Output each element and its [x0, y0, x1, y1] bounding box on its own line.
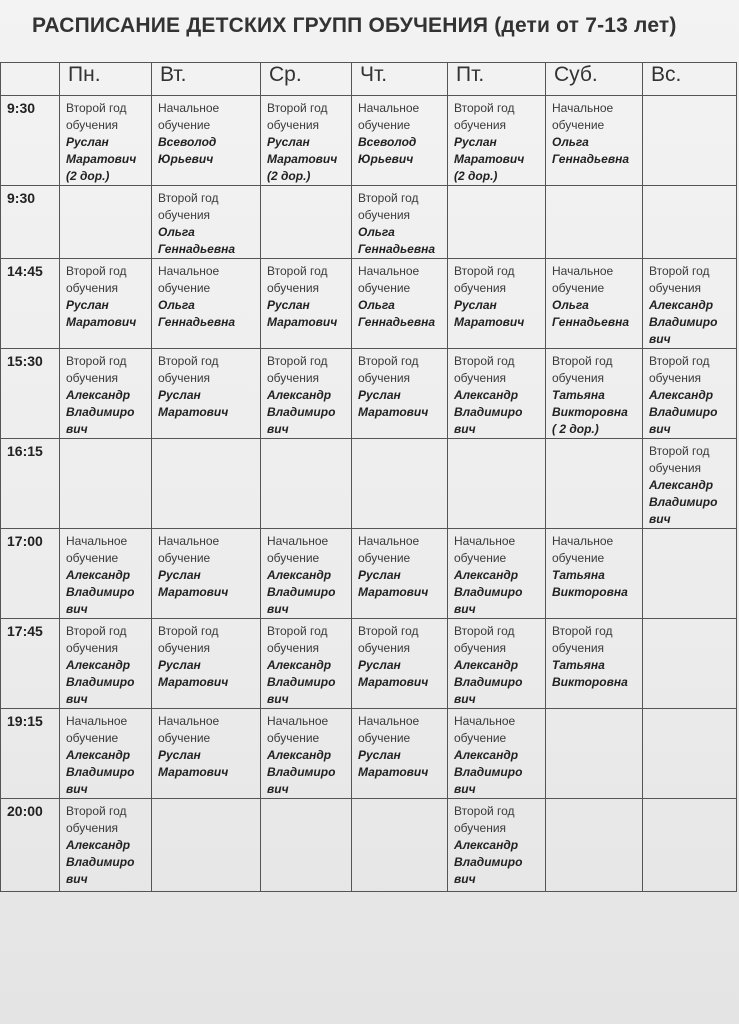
teacher-name: Владимиро [66, 855, 135, 869]
group-label: Начальное обучение [454, 714, 516, 745]
group-label: Начальное обучение [267, 534, 329, 565]
teacher-name: Ольга [552, 298, 589, 312]
teacher-name: вич [454, 782, 476, 796]
class-slot [60, 799, 152, 892]
class-slot [60, 619, 152, 709]
teacher-name: Александр [454, 658, 519, 672]
session-note: (2 дор.) [66, 169, 110, 183]
empty-slot [352, 799, 448, 892]
group-label: Второй год обучения [158, 354, 219, 385]
teacher-name: Маратович [358, 585, 429, 599]
class-slot [152, 186, 261, 259]
group-label: Начальное обучение [358, 101, 420, 132]
time-cell: 15:30 [1, 349, 60, 439]
group-label: Второй год обучения [454, 101, 515, 132]
teacher-name: Руслан [158, 658, 201, 672]
session-note: ( 2 дор.) [552, 422, 599, 436]
teacher-name: Владимиро [649, 405, 718, 419]
teacher-name: Татьяна [552, 388, 605, 402]
teacher-name: Владимиро [454, 405, 523, 419]
teacher-name: Ольга [358, 298, 395, 312]
group-label: Второй год обучения [66, 101, 127, 132]
teacher-name: Руслан [454, 298, 497, 312]
class-slot [448, 799, 546, 892]
group-label: Второй год обучения [454, 264, 515, 295]
class-slot [352, 96, 448, 186]
class-slot [261, 96, 352, 186]
class-slot [60, 709, 152, 799]
teacher-name: Владимиро [267, 405, 336, 419]
teacher-name: вич [267, 422, 289, 436]
day-header-sun: Вс. [643, 63, 737, 96]
teacher-name: Маратович [267, 315, 338, 329]
class-slot [448, 349, 546, 439]
time-cell: 16:15 [1, 439, 60, 529]
class-slot [546, 259, 643, 349]
group-label: Начальное обучение [267, 714, 329, 745]
teacher-name: Руслан [158, 568, 201, 582]
empty-slot [546, 799, 643, 892]
schedule-row [1, 349, 737, 439]
class-slot [60, 529, 152, 619]
group-label: Второй год обучения [66, 804, 127, 835]
teacher-name: Александр [267, 388, 332, 402]
group-label: Второй год обучения [267, 624, 328, 655]
teacher-name: Татьяна [552, 658, 605, 672]
teacher-name: Маратович [158, 585, 229, 599]
empty-slot [546, 439, 643, 529]
class-slot [643, 349, 737, 439]
header-row [1, 63, 737, 96]
class-slot [152, 349, 261, 439]
teacher-name: Ольга [552, 135, 589, 149]
class-slot [261, 529, 352, 619]
teacher-name: Юрьевич [158, 152, 214, 166]
empty-slot [352, 439, 448, 529]
time-cell: 17:45 [1, 619, 60, 709]
group-label: Второй год обучения [358, 624, 419, 655]
class-slot [352, 259, 448, 349]
group-label: Второй год обучения [358, 191, 419, 222]
group-label: Начальное обучение [358, 534, 420, 565]
group-label: Второй год обучения [66, 264, 127, 295]
class-slot [352, 349, 448, 439]
empty-slot [60, 186, 152, 259]
day-header-sat: Суб. [546, 63, 643, 96]
class-slot [448, 619, 546, 709]
schedule-row [1, 439, 737, 529]
teacher-name: Руслан [158, 388, 201, 402]
group-label: Второй год обучения [649, 264, 710, 295]
empty-slot [261, 439, 352, 529]
class-slot [152, 619, 261, 709]
group-label: Начальное обучение [358, 264, 420, 295]
teacher-name: Маратович [158, 405, 229, 419]
teacher-name: Маратович [66, 152, 137, 166]
group-label: Второй год обучения [649, 354, 710, 385]
group-label: Второй год обучения [454, 624, 515, 655]
empty-slot [546, 709, 643, 799]
class-slot [352, 529, 448, 619]
class-slot [352, 186, 448, 259]
class-slot [261, 349, 352, 439]
group-label: Второй год обучения [454, 804, 515, 835]
group-label: Начальное обучение [158, 264, 220, 295]
teacher-name: Маратович [66, 315, 137, 329]
empty-slot [60, 439, 152, 529]
teacher-name: Владимиро [454, 765, 523, 779]
teacher-name: Маратович [267, 152, 338, 166]
class-slot [352, 619, 448, 709]
group-label: Начальное обучение [158, 534, 220, 565]
teacher-name: Маратович [358, 405, 429, 419]
class-slot [448, 529, 546, 619]
teacher-name: Владимиро [267, 585, 336, 599]
teacher-name: Викторовна [552, 585, 628, 599]
class-slot [448, 709, 546, 799]
teacher-name: Геннадьевна [158, 242, 235, 256]
teacher-name: Ольга [358, 225, 395, 239]
class-slot [546, 349, 643, 439]
empty-slot [261, 799, 352, 892]
group-label: Второй год обучения [552, 624, 613, 655]
group-label: Начальное обучение [66, 714, 128, 745]
class-slot [261, 709, 352, 799]
day-header-thu: Чт. [352, 63, 448, 96]
teacher-name: Руслан [158, 748, 201, 762]
session-note: (2 дор.) [454, 169, 498, 183]
teacher-name: Всеволод [158, 135, 217, 149]
group-label: Начальное обучение [454, 534, 516, 565]
teacher-name: Руслан [358, 388, 401, 402]
schedule-table [0, 62, 737, 892]
group-label: Второй год обучения [158, 191, 219, 222]
class-slot [352, 709, 448, 799]
teacher-name: Александр [267, 568, 332, 582]
teacher-name: Владимиро [66, 405, 135, 419]
teacher-name: Владимиро [66, 675, 135, 689]
class-slot [448, 96, 546, 186]
class-slot [60, 349, 152, 439]
teacher-name: Ольга [158, 225, 195, 239]
group-label: Второй год обучения [358, 354, 419, 385]
teacher-name: Руслан [267, 135, 310, 149]
teacher-name: Геннадьевна [552, 315, 629, 329]
teacher-name: Александр [66, 388, 131, 402]
teacher-name: вич [66, 782, 88, 796]
teacher-name: Маратович [454, 152, 525, 166]
time-cell: 19:15 [1, 709, 60, 799]
time-cell: 9:30 [1, 96, 60, 186]
time-cell: 17:00 [1, 529, 60, 619]
teacher-name: Александр [649, 478, 714, 492]
teacher-name: Владимиро [454, 855, 523, 869]
teacher-name: Александр [66, 748, 131, 762]
time-cell: 14:45 [1, 259, 60, 349]
group-label: Начальное обучение [358, 714, 420, 745]
teacher-name: Владимиро [66, 765, 135, 779]
page-title: РАСПИСАНИЕ ДЕТСКИХ ГРУПП ОБУЧЕНИЯ (дети от 7-13 лет) [32, 14, 677, 37]
teacher-name: Ольга [158, 298, 195, 312]
group-label: Второй год обучения [66, 354, 127, 385]
group-label: Второй год обучения [267, 101, 328, 132]
class-slot [546, 529, 643, 619]
teacher-name: вич [649, 422, 671, 436]
class-slot [643, 439, 737, 529]
teacher-name: Руслан [358, 568, 401, 582]
teacher-name: Александр [454, 748, 519, 762]
class-slot [261, 259, 352, 349]
teacher-name: Александр [267, 748, 332, 762]
empty-slot [643, 619, 737, 709]
teacher-name: Маратович [158, 765, 229, 779]
teacher-name: вич [66, 692, 88, 706]
teacher-name: Руслан [358, 658, 401, 672]
class-slot [448, 259, 546, 349]
class-slot [152, 709, 261, 799]
group-label: Второй год обучения [66, 624, 127, 655]
teacher-name: Александр [66, 568, 131, 582]
group-label: Второй год обучения [267, 354, 328, 385]
schedule-row [1, 186, 737, 259]
empty-slot [643, 529, 737, 619]
class-slot [643, 259, 737, 349]
teacher-name: Руслан [66, 135, 109, 149]
empty-slot [643, 96, 737, 186]
teacher-name: Александр [66, 658, 131, 672]
teacher-name: Всеволод [358, 135, 417, 149]
teacher-name: Маратович [358, 765, 429, 779]
group-label: Второй год обучения [158, 624, 219, 655]
teacher-name: Руслан [358, 748, 401, 762]
day-header-mon: Пн. [60, 63, 152, 96]
empty-slot [643, 709, 737, 799]
empty-slot [643, 799, 737, 892]
teacher-name: Александр [649, 388, 714, 402]
teacher-name: Геннадьевна [552, 152, 629, 166]
teacher-name: Геннадьевна [358, 315, 435, 329]
teacher-name: вич [66, 872, 88, 886]
teacher-name: вич [66, 422, 88, 436]
teacher-name: Геннадьевна [158, 315, 235, 329]
teacher-name: вич [267, 782, 289, 796]
empty-slot [152, 799, 261, 892]
teacher-name: Владимиро [267, 765, 336, 779]
class-slot [152, 96, 261, 186]
group-label: Второй год обучения [454, 354, 515, 385]
teacher-name: Владимиро [66, 585, 135, 599]
teacher-name: вич [454, 692, 476, 706]
class-slot [261, 619, 352, 709]
teacher-name: Владимиро [649, 495, 718, 509]
teacher-name: Руслан [66, 298, 109, 312]
teacher-name: Маратович [358, 675, 429, 689]
corner-cell [1, 63, 60, 96]
teacher-name: Владимиро [267, 675, 336, 689]
teacher-name: Викторовна [552, 405, 628, 419]
teacher-name: Александр [66, 838, 131, 852]
class-slot [60, 259, 152, 349]
teacher-name: вич [267, 692, 289, 706]
teacher-name: Александр [454, 388, 519, 402]
group-label: Второй год обучения [267, 264, 328, 295]
time-cell: 20:00 [1, 799, 60, 892]
teacher-name: Татьяна [552, 568, 605, 582]
schedule-row [1, 529, 737, 619]
empty-slot [448, 439, 546, 529]
empty-slot [261, 186, 352, 259]
group-label: Начальное обучение [552, 534, 614, 565]
group-label: Начальное обучение [158, 714, 220, 745]
empty-slot [448, 186, 546, 259]
teacher-name: Руслан [267, 298, 310, 312]
schedule-row [1, 259, 737, 349]
group-label: Второй год обучения [649, 444, 710, 475]
day-header-fri: Пт. [448, 63, 546, 96]
schedule-body [1, 96, 737, 892]
schedule-row [1, 96, 737, 186]
day-header-wed: Ср. [261, 63, 352, 96]
schedule-row [1, 799, 737, 892]
time-cell: 9:30 [1, 186, 60, 259]
teacher-name: Геннадьевна [358, 242, 435, 256]
class-slot [152, 259, 261, 349]
teacher-name: вич [454, 602, 476, 616]
group-label: Начальное обучение [158, 101, 220, 132]
teacher-name: Александр [267, 658, 332, 672]
teacher-name: Юрьевич [358, 152, 414, 166]
group-label: Начальное обучение [552, 264, 614, 295]
teacher-name: Викторовна [552, 675, 628, 689]
teacher-name: Владимиро [649, 315, 718, 329]
schedule-row [1, 709, 737, 799]
teacher-name: Александр [454, 838, 519, 852]
empty-slot [152, 439, 261, 529]
teacher-name: Маратович [454, 315, 525, 329]
empty-slot [546, 186, 643, 259]
schedule-row [1, 619, 737, 709]
teacher-name: Александр [454, 568, 519, 582]
class-slot [60, 96, 152, 186]
teacher-name: вич [649, 332, 671, 346]
teacher-name: вич [267, 602, 289, 616]
teacher-name: вич [66, 602, 88, 616]
teacher-name: вич [649, 512, 671, 526]
teacher-name: Руслан [454, 135, 497, 149]
teacher-name: Владимиро [454, 585, 523, 599]
group-label: Второй год обучения [552, 354, 613, 385]
class-slot [546, 96, 643, 186]
group-label: Начальное обучение [66, 534, 128, 565]
teacher-name: вич [454, 872, 476, 886]
day-header-tue: Вт. [152, 63, 261, 96]
teacher-name: Владимиро [454, 675, 523, 689]
session-note: (2 дор.) [267, 169, 311, 183]
teacher-name: Александр [649, 298, 714, 312]
teacher-name: Маратович [158, 675, 229, 689]
teacher-name: вич [454, 422, 476, 436]
group-label: Начальное обучение [552, 101, 614, 132]
empty-slot [643, 186, 737, 259]
class-slot [152, 529, 261, 619]
class-slot [546, 619, 643, 709]
